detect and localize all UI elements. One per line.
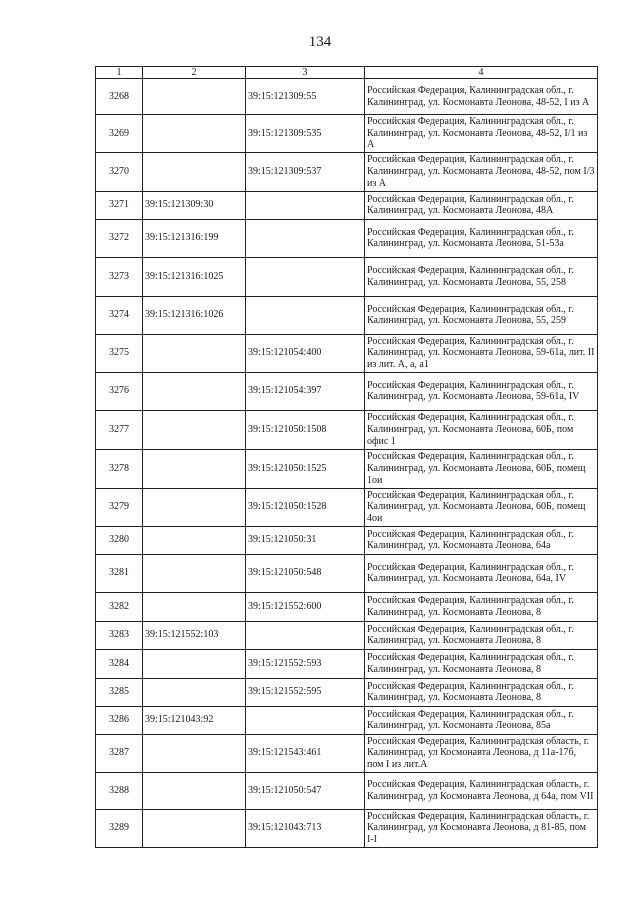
cadastral-number-col2: [143, 678, 246, 706]
row-number: 3270: [96, 152, 143, 191]
address-cell: Российская Федерация, Калининградская обл., г. Калининград, ул. Космонавта Леонова, 64а: [365, 526, 598, 554]
table-row: [96, 372, 598, 410]
row-number: 3275: [96, 334, 143, 372]
row-number: 3285: [96, 678, 143, 706]
table-row: [96, 772, 598, 809]
row-number: 3287: [96, 734, 143, 772]
address-cell: Российская Федерация, Калининградская область, г. Калининград, ул Космонавта Леонова, д 81-85, пом I-I: [365, 809, 598, 847]
cadastral-table: [95, 66, 598, 848]
address-cell: Российская Федерация, Калининградская обл., г. Калининград, ул. Космонавта Леонова, 8: [365, 621, 598, 649]
table-header-row: [96, 67, 598, 79]
address-cell: Российская Федерация, Калининградская обл., г. Калининград, ул. Космонавта Леонова, 48-52, пом I/3 из А: [365, 152, 598, 191]
cadastral-number-col2: [143, 334, 246, 372]
row-number: 3276: [96, 372, 143, 410]
cadastral-number-col3: 39:15:121309:535: [246, 115, 365, 153]
cadastral-number-col2: [143, 554, 246, 592]
address-cell: Российская Федерация, Калининградская обл., г. Калининград, ул. Космонавта Леонова, 55, 259: [365, 296, 598, 334]
address-cell: Российская Федерация, Калининградская обл., г. Калининград, ул. Космонавта Леонова, 59-61а, IV: [365, 372, 598, 410]
cadastral-number-col3: 39:15:121552:593: [246, 649, 365, 678]
address-cell: Российская Федерация, Калининградская обл., г. Калининград, ул. Космонавта Леонова, 48-52, I из А: [365, 79, 598, 115]
column-header-1: 1: [96, 67, 143, 79]
cadastral-number-col3: 39:15:121050:1528: [246, 488, 365, 526]
table-row: [96, 678, 598, 706]
cadastral-number-col2: [143, 79, 246, 115]
table-row: [96, 734, 598, 772]
cadastral-number-col3: 39:15:121552:595: [246, 678, 365, 706]
cadastral-number-col3: 39:15:121543:461: [246, 734, 365, 772]
cadastral-number-col3: 39:15:121050:31: [246, 526, 365, 554]
address-cell: Российская Федерация, Калининградская обл., г. Калининград, ул. Космонавта Леонова, 60Б, помещ 1ои: [365, 449, 598, 488]
table-body: [96, 79, 598, 848]
address-cell: Российская Федерация, Калининградская обл., г. Калининград, ул. Космонавта Леонова, 48-52, I/1 из А: [365, 115, 598, 153]
row-number: 3271: [96, 191, 143, 219]
cadastral-number-col2: [143, 372, 246, 410]
cadastral-number-col2: [143, 734, 246, 772]
table-row: [96, 410, 598, 449]
cadastral-number-col2: [143, 772, 246, 809]
cadastral-number-col2: [143, 649, 246, 678]
page-number: 134: [308, 34, 332, 50]
cadastral-number-col3: 39:15:121309:55: [246, 79, 365, 115]
table-row: [96, 526, 598, 554]
cadastral-number-col2: 39:15:121316:199: [143, 219, 246, 257]
cadastral-number-col2: [143, 488, 246, 526]
cadastral-number-col3: [246, 296, 365, 334]
address-cell: Российская Федерация, Калининградская обл., г. Калининград, ул. Космонавта Леонова, 85а: [365, 706, 598, 734]
cadastral-number-col2: [143, 449, 246, 488]
column-header-2: 2: [143, 67, 246, 79]
column-header-4: 4: [365, 67, 598, 79]
table-row: [96, 554, 598, 592]
table-row: [96, 219, 598, 257]
row-number: 3277: [96, 410, 143, 449]
cadastral-number-col2: 39:15:121552:103: [143, 621, 246, 649]
cadastral-number-col2: [143, 152, 246, 191]
row-number: 3284: [96, 649, 143, 678]
table-row: [96, 621, 598, 649]
address-cell: Российская Федерация, Калининградская обл., г. Калининград, ул. Космонавта Леонова, 8: [365, 678, 598, 706]
cadastral-number-col3: [246, 621, 365, 649]
address-cell: Российская Федерация, Калининградская обл., г. Калининград, ул. Космонавта Леонова, 8: [365, 649, 598, 678]
address-cell: Российская Федерация, Калининградская обл., г. Калининград, ул. Космонавта Леонова, 48А: [365, 191, 598, 219]
table-row: [96, 649, 598, 678]
address-cell: Российская Федерация, Калининградская область, г. Калининград, ул Космонавта Леонова, д 11а-17б, пом I из лит.А: [365, 734, 598, 772]
table-row: [96, 296, 598, 334]
cadastral-number-col3: 39:15:121054:397: [246, 372, 365, 410]
table-row: [96, 334, 598, 372]
cadastral-number-col2: [143, 526, 246, 554]
cadastral-number-col3: [246, 219, 365, 257]
table-row: [96, 592, 598, 621]
row-number: 3286: [96, 706, 143, 734]
table-row: [96, 449, 598, 488]
cadastral-number-col2: [143, 115, 246, 153]
row-number: 3283: [96, 621, 143, 649]
cadastral-number-col2: [143, 809, 246, 847]
cadastral-number-col3: 39:15:121050:1525: [246, 449, 365, 488]
address-cell: Российская Федерация, Калининградская обл., г. Калининград, ул. Космонавта Леонова, 64а, IV: [365, 554, 598, 592]
table-row: [96, 152, 598, 191]
row-number: 3289: [96, 809, 143, 847]
column-header-3: 3: [246, 67, 365, 79]
cadastral-number-col3: [246, 706, 365, 734]
address-cell: Российская Федерация, Калининградская обл., г. Калининград, ул. Космонавта Леонова, 51-53а: [365, 219, 598, 257]
cadastral-number-col2: 39:15:121309:30: [143, 191, 246, 219]
cadastral-number-col3: 39:15:121309:537: [246, 152, 365, 191]
cadastral-number-col2: [143, 410, 246, 449]
cadastral-number-col3: 39:15:121050:1508: [246, 410, 365, 449]
table-row: [96, 706, 598, 734]
row-number: 3273: [96, 257, 143, 296]
address-cell: Российская Федерация, Калининградская обл., г. Калининград, ул. Космонавта Леонова, 60Б, помещ 4ои: [365, 488, 598, 526]
row-number: 3274: [96, 296, 143, 334]
table-row: [96, 79, 598, 115]
cadastral-number-col3: 39:15:121050:548: [246, 554, 365, 592]
address-cell: Российская Федерация, Калининградская обл., г. Калининград, ул. Космонавта Леонова, 55, 258: [365, 257, 598, 296]
table-row: [96, 257, 598, 296]
row-number: 3281: [96, 554, 143, 592]
row-number: 3272: [96, 219, 143, 257]
cadastral-number-col2: 39:15:121043:92: [143, 706, 246, 734]
cadastral-number-col3: [246, 191, 365, 219]
cadastral-number-col2: 39:15:121316:1025: [143, 257, 246, 296]
table-row: [96, 191, 598, 219]
cadastral-number-col2: 39:15:121316:1026: [143, 296, 246, 334]
cadastral-number-col3: [246, 257, 365, 296]
row-number: 3278: [96, 449, 143, 488]
row-number: 3288: [96, 772, 143, 809]
address-cell: Российская Федерация, Калининградская обл., г. Калининград, ул. Космонавта Леонова, 59-61а, лит. II из лит. А, а, а1: [365, 334, 598, 372]
cadastral-number-col3: 39:15:121054:400: [246, 334, 365, 372]
cadastral-number-col2: [143, 592, 246, 621]
row-number: 3279: [96, 488, 143, 526]
address-cell: Российская Федерация, Калининградская обл., г. Калининград, ул. Космонавта Леонова, 60Б, пом офис 1: [365, 410, 598, 449]
table-row: [96, 488, 598, 526]
row-number: 3269: [96, 115, 143, 153]
cadastral-number-col3: 39:15:121552:600: [246, 592, 365, 621]
table-row: [96, 115, 598, 153]
cadastral-number-col3: 39:15:121050:547: [246, 772, 365, 809]
row-number: 3282: [96, 592, 143, 621]
table-row: [96, 809, 598, 847]
cadastral-number-col3: 39:15:121043:713: [246, 809, 365, 847]
row-number: 3268: [96, 79, 143, 115]
address-cell: Российская Федерация, Калининградская область, г. Калининград, ул Космонавта Леонова, д 64а, пом VII: [365, 772, 598, 809]
address-cell: Российская Федерация, Калининградская обл., г. Калининград, ул. Космонавта Леонова, 8: [365, 592, 598, 621]
row-number: 3280: [96, 526, 143, 554]
